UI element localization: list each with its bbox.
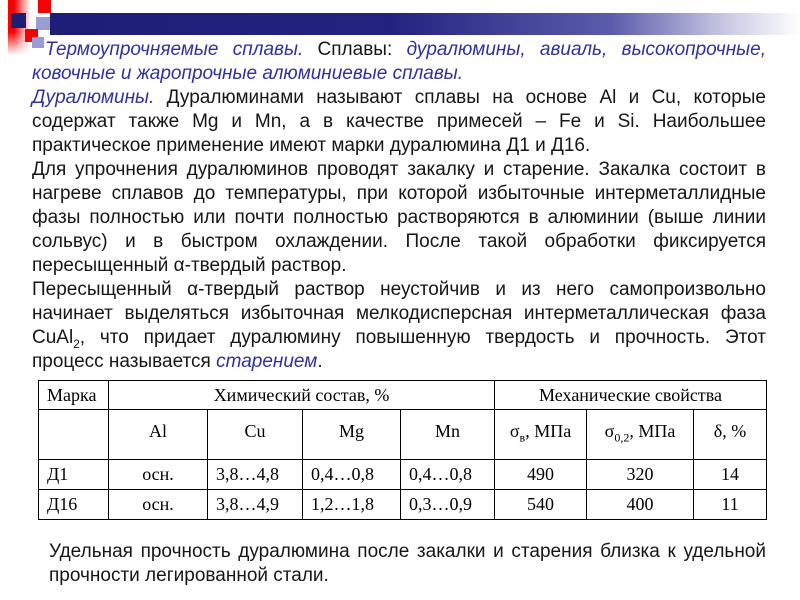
accent-text: Дуралюмины. [32, 87, 155, 108]
table-cell: 3,8…4,9 [208, 490, 303, 520]
table-cell: 0,4…0,8 [303, 460, 401, 490]
text-run: 0,2 [614, 430, 630, 445]
text-run: в [519, 430, 526, 445]
text-run: Пересыщенный α-твердый раствор неустойчив и из него самопроизвольно начинает выделяться избыточная мелкодисперсная интерметаллическая фаза CuAl [32, 279, 766, 348]
text-run: Mg [338, 421, 364, 441]
subheader-cell [39, 410, 109, 460]
table-cell: Д16 [39, 490, 109, 520]
subheader-cell [495, 410, 587, 460]
table-cell: 0,4…0,8 [401, 460, 495, 490]
text-run: , что придает дуралюмину повышенную твердость и прочность. Этот процесс называется [32, 327, 766, 372]
paragraph-footer: Удельная прочность дуралюмина после закалки и старения близка к удельной прочности легированной стали. [49, 541, 766, 586]
navy-square [11, 13, 26, 28]
table-header-row [39, 381, 767, 410]
alloy-properties-table [38, 380, 767, 520]
table-row [39, 460, 767, 490]
slide-content [32, 38, 766, 588]
text-run: 2 [73, 337, 80, 351]
header-mechanical-properties-group: Механические свойства [495, 381, 767, 410]
text-run: Сплавы: [303, 39, 407, 60]
table-cell: 400 [587, 490, 694, 520]
table-cell: 11 [694, 490, 767, 520]
table-cell: 540 [495, 490, 587, 520]
accent-text: старением [216, 351, 318, 372]
text-run: σ [509, 421, 520, 441]
table-cell: 490 [495, 460, 587, 490]
subheader-cell [401, 410, 495, 460]
paragraph-alloy-types [32, 38, 766, 86]
accent-text: Термоупрочняемые сплавы. [45, 39, 304, 60]
text-run: Дуралюминами называют сплавы на основе Al и Cu, которые содержат также Mg и Mn, а в качестве примесей – Fe и Si. Наибольшее практическое применение имеют марки дуралюмина Д1 и Д16. [32, 87, 766, 156]
subheader-cell [587, 410, 694, 460]
table-cell: 320 [587, 460, 694, 490]
text-run: Mn [435, 421, 461, 441]
subheader-cell [208, 410, 303, 460]
paragraph-hardening [32, 158, 766, 278]
subheader-cell [303, 410, 401, 460]
header-marka: Марка [39, 381, 109, 410]
text-run: . [317, 351, 323, 372]
light-blue-square [36, 17, 50, 30]
red-square [38, 0, 51, 13]
subheader-cell [694, 410, 767, 460]
subheader-cell [109, 410, 208, 460]
table-cell: Д1 [39, 460, 109, 490]
paragraph-aging [32, 278, 766, 374]
text-run: , МПа [525, 421, 572, 441]
header-chemical-composition-group: Химический состав, % [109, 381, 495, 410]
navy-header-bar [50, 13, 800, 35]
text-run: Для упрочнения дуралюминов проводят закалку и старение. Закалка состоит в нагреве сплавов до температуры, при которой избыточные интерметаллидные фазы полностью или почти полностью растворяются в алюминии (выше линии сольвус) и в быстром охлаждении. После такой обработки фиксируется пересыщенный α-твердый раствор. [32, 159, 766, 276]
text-run: Cu [244, 421, 266, 441]
accent-text: дуралюмины, авиаль, высокопрочные, ковочные и жаропрочные алюминиевые сплавы. [32, 39, 767, 84]
table-cell: 0,3…0,9 [401, 490, 495, 520]
text-run: δ, % [713, 421, 747, 441]
table-cell: осн. [109, 460, 208, 490]
text-run: σ [604, 421, 615, 441]
text-run: Al [149, 421, 167, 441]
table-cell: осн. [109, 490, 208, 520]
text-run: , МПа [629, 421, 676, 441]
paragraph-duralumins [32, 86, 766, 158]
table-body [39, 460, 767, 520]
table-row [39, 490, 767, 520]
table-subheader-row [39, 410, 767, 460]
table-cell: 3,8…4,8 [208, 460, 303, 490]
table-cell: 14 [694, 460, 767, 490]
table-cell: 1,2…1,8 [303, 490, 401, 520]
